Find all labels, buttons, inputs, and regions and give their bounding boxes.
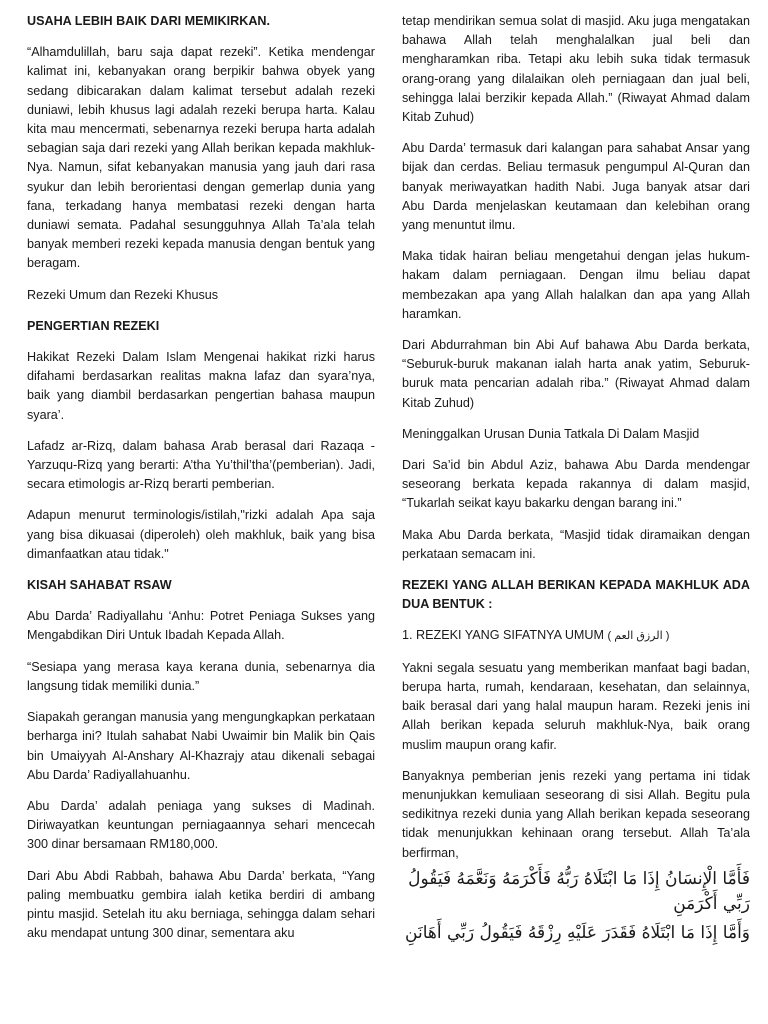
right-paragraph-6: Dari Sa’id bin Abdul Aziz, bahawa Abu Darda mendengar seseorang berkata kepada rakannya di dalam masjid, “Tukarlah seikat kayu bakarku dengan barang ini.” <box>402 458 750 511</box>
kisah-paragraph-2: “Sesiapa yang merasa kaya kerana dunia, sebenarnya dia langsung tidak memiliki dunia.” <box>27 659 375 693</box>
right-paragraph-8: Yakni segala sesuatu yang memberikan manfaat bagi badan, berupa harta, rumah, kendaraan, kesehatan, dan selainnya, baik berasal dari yang halal maupun haram. Rezeki jenis ini Allah berikan kepada seluruh makhluk-Nya, baik orang muslim maupun orang kafir. <box>402 660 750 752</box>
kisah-paragraph-5: Dari Abu Abdi Rabbah, bahawa Abu Darda’ berkata, “Yang paling membuatku gembira ialah ketika berdiri di ambang pintu masjid. Setelah itu aku berniaga, sehingga dalam sehari aku mendapat untung 300 dinar, sementara aku <box>27 868 375 941</box>
right-paragraph-4: Dari Abdurrahman bin Abi Auf bahawa Abu Darda berkata, “Seburuk-buruk makanan ialah harta anak yatim, Seburuk-buruk mata pencarian adalah riba.” (Riwayat Ahmad dalam Kitab Zuhud) <box>402 338 750 410</box>
pengertian-paragraph-3: Adapun menurut terminologis/istilah,"rizki adalah Apa saja yang bisa dikuasai (diperoleh) oleh makhluk, baik yang bisa dimanfaatkan atau tidak." <box>27 508 375 561</box>
heading-rezeki-umum-arabic: ( الرزق العم ) <box>607 630 670 643</box>
heading-rezeki-umum-latin: 1. REZEKI YANG SIFATNYA UMUM <box>402 628 605 643</box>
right-paragraph-5: Meninggalkan Urusan Dunia Tatkala Di Dalam Masjid <box>402 426 700 441</box>
kisah-paragraph-3: Siapakah gerangan manusia yang mengungkapkan perkataan berharga ini? Itulah sahabat Nabi Uwaimir bin Malik bin Qais bin Umaiyyah Al-Anshary Al-Khazrajy atau dikenali sebagai Abu Darda’ Radiyallahuanhu. <box>27 710 375 782</box>
heading-rezeki-dua-bentuk: REZEKI YANG ALLAH BERIKAN KEPADA MAKHLUK ADA DUA BENTUK : <box>402 578 750 612</box>
right-column <box>402 12 750 946</box>
heading-rezeki-umum <box>402 626 750 646</box>
left-column <box>27 12 375 955</box>
heading-kisah: KISAH SAHABAT RSAW <box>27 578 172 593</box>
article-title: USAHA LEBIH BAIK DARI MEMIKIRKAN. <box>27 14 271 28</box>
subtitle: Rezeki Umum dan Rezeki Khusus <box>27 287 219 302</box>
right-paragraph-1: tetap mendirikan semua solat di masjid. Aku juga mengatakan bahawa Allah telah menghalalkan jual beli dan mengharamkan riba. Tetapi aku lebih suka tidak termasuk orang-orang yang dilalaikan oleh perniagaan dan jual beli, sehingga lalai berzikir kepada Allah.” (Riwayat Ahmad dalam Kitab Zuhud) <box>402 14 750 125</box>
kisah-paragraph-1: Abu Darda’ Radiyallahu ‘Anhu: Potret Peniaga Sukses yang Mengabdikan Diri Untuk Ibadah Kepada Allah. <box>27 609 375 643</box>
pengertian-paragraph-1: Hakikat Rezeki Dalam Islam Mengenai hakikat rizki harus difahami berdasarkan realitas makna lafaz dan syara’nya, baik yang diambil berdasarkan pengertian bahasa maupun syara’. <box>27 350 375 422</box>
heading-pengertian: PENGERTIAN REZEKI <box>27 318 160 333</box>
intro-paragraph: “Alhamdulillah, baru saja dapat rezeki”. Ketika mendengar kalimat ini, kebanyakan orang berpikir bahwa obyek yang sedang dibicarakan dalam kalimat tersebut adalah rezeki duniawi, lebih khusus lagi adalah rezeki berupa harta. Kalau kita mau mencermati, sebenarnya rezeki berupa harta adalah sebagian saja dari rezeki yang Allah berikan kepada makhluk-Nya. Namun, sifat kebanyakan manusia yang jauh dari rasa syukur dan lebih berorientasi dengan gemerlap dunia yang fana, terkadang hanya membatasi rezeki dengan harta duniawi semata. Padahal sesungguhnya Allah Ta’ala telah banyak memberi rezeki kepada manusia dengan bentuk yang beragam. <box>27 45 375 271</box>
right-paragraph-9: Banyaknya pemberian jenis rezeki yang pertama ini tidak menunjukkan kemuliaan seseorang di sisi Allah. Begitu pula sedikitnya rezeki dunia yang Allah berikan kepada seseorang tidak menunjukkan kehinaan orang tersebut. Allah Ta’ala berfirman, <box>402 768 750 860</box>
arabic-verse-line-1: فَأَمَّا الْإِنسَانُ إِذَا مَا ابْتَلَاهُ رَبُّهُ فَأَكْرَمَهُ وَنَعَّمَهُ فَيَقُولُ رَبِّي أَكْرَمَنِ <box>408 868 750 914</box>
arabic-verse-line-2: وَأَمَّا إِذَا مَا ابْتَلَاهُ فَقَدَرَ عَلَيْهِ رِزْقَهُ فَيَقُولُ رَبِّي أَهَانَنِ <box>405 922 750 943</box>
right-paragraph-2: Abu Darda’ termasuk dari kalangan para sahabat Ansar yang bijak dan cerdas. Beliau termasuk pengumpul Al-Quran dan banyak meriwayatkan hadith Nabi. Juga banyak atsar dari Abu Darda menjelaskan keutamaan dan kelebihan orang yang menuntut ilmu. <box>402 141 750 233</box>
pengertian-paragraph-2: Lafadz ar-Rizq, dalam bahasa Arab berasal dari Razaqa - Yarzuqu-Rizq yang berarti: A’tha Yu’thil’tha’(pemberian). Jadi, secara etimologis ar-Rizq berarti pemberian. <box>27 438 375 492</box>
right-paragraph-7: Maka Abu Darda berkata, “Masjid tidak diramaikan dengan perkataan semacam ini. <box>402 527 750 561</box>
kisah-paragraph-4: Abu Darda’ adalah peniaga yang sukses di Madinah. Diriwayatkan keuntungan perniagaannya sehari mencecah 300 dinar bersamaan RM180,000. <box>27 798 375 852</box>
right-paragraph-3: Maka tidak hairan beliau mengetahui dengan jelas hukum-hakam dalam perniagaan. Dengan ilmu beliau dapat membezakan apa yang Allah halalkan dan apa yang Allah haramkan. <box>402 249 750 321</box>
